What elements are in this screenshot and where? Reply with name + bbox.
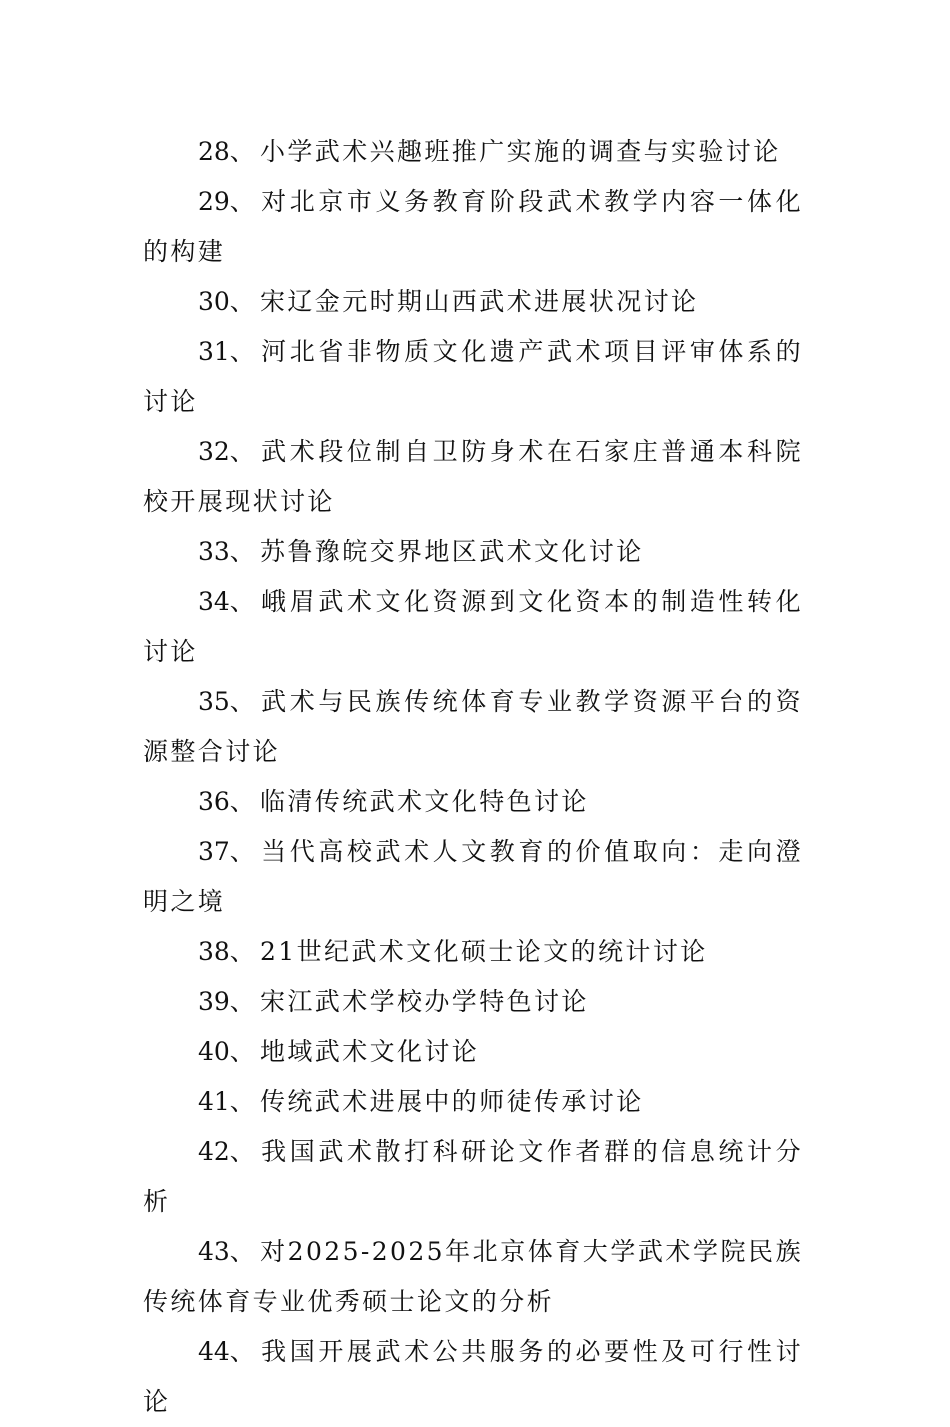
item-title: 对北京市义务教育阶段武术教学内容一体化的构建 <box>143 187 803 266</box>
thesis-topic-list <box>143 127 803 1427</box>
item-title: 武术与民族传统体育专业教学资源平台的资源整合讨论 <box>143 687 803 766</box>
item-title: 当代高校武术人文教育的价值取向：走向澄明之境 <box>143 837 803 916</box>
item-number: 43、 <box>198 1237 255 1266</box>
item-number: 29、 <box>198 187 255 216</box>
item-number: 31、 <box>198 337 255 366</box>
list-item <box>143 127 803 177</box>
list-item <box>143 1077 803 1127</box>
item-title: 苏鲁豫皖交界地区武术文化讨论 <box>260 537 644 566</box>
item-title: 地域武术文化讨论 <box>260 1037 480 1066</box>
item-number: 41、 <box>198 1087 255 1116</box>
list-item <box>143 1027 803 1077</box>
item-number: 33、 <box>198 537 255 566</box>
item-title: 我国武术散打科研论文作者群的信息统计分析 <box>143 1137 803 1216</box>
item-number: 28、 <box>198 137 255 166</box>
item-number: 37、 <box>198 837 255 866</box>
item-number: 39、 <box>198 987 255 1016</box>
item-title: 武术段位制自卫防身术在石家庄普通本科院校开展现状讨论 <box>143 437 803 516</box>
item-number: 40、 <box>198 1037 255 1066</box>
item-title: 宋江武术学校办学特色讨论 <box>260 987 589 1016</box>
list-item <box>143 1127 803 1227</box>
list-item <box>143 1227 803 1327</box>
item-title: 宋辽金元时期山西武术进展状况讨论 <box>260 287 699 316</box>
item-number: 38、 <box>198 937 255 966</box>
list-item <box>143 527 803 577</box>
item-title: 21世纪武术文化硕士论文的统计讨论 <box>260 937 708 966</box>
item-number: 32、 <box>198 437 255 466</box>
item-title: 河北省非物质文化遗产武术项目评审体系的讨论 <box>143 337 803 416</box>
item-number: 30、 <box>198 287 255 316</box>
list-item <box>143 677 803 777</box>
item-number: 36、 <box>198 787 255 816</box>
list-item <box>143 277 803 327</box>
item-number: 44、 <box>198 1337 255 1366</box>
list-item <box>143 327 803 427</box>
list-item <box>143 977 803 1027</box>
list-item <box>143 427 803 527</box>
list-item <box>143 177 803 277</box>
item-title: 传统武术进展中的师徒传承讨论 <box>260 1087 644 1116</box>
list-item <box>143 1327 803 1427</box>
list-item <box>143 927 803 977</box>
item-number: 35、 <box>198 687 255 716</box>
list-item <box>143 577 803 677</box>
item-title: 我国开展武术公共服务的必要性及可行性讨论 <box>143 1337 803 1416</box>
item-number: 42、 <box>198 1137 255 1166</box>
list-item <box>143 777 803 827</box>
item-title: 临清传统武术文化特色讨论 <box>260 787 589 816</box>
item-number: 34、 <box>198 587 255 616</box>
item-title: 峨眉武术文化资源到文化资本的制造性转化讨论 <box>143 587 803 666</box>
list-item <box>143 827 803 927</box>
item-title: 小学武术兴趣班推广实施的调查与实验讨论 <box>260 137 781 166</box>
item-title: 对2025-2025年北京体育大学武术学院民族传统体育专业优秀硕士论文的分析 <box>143 1237 803 1316</box>
